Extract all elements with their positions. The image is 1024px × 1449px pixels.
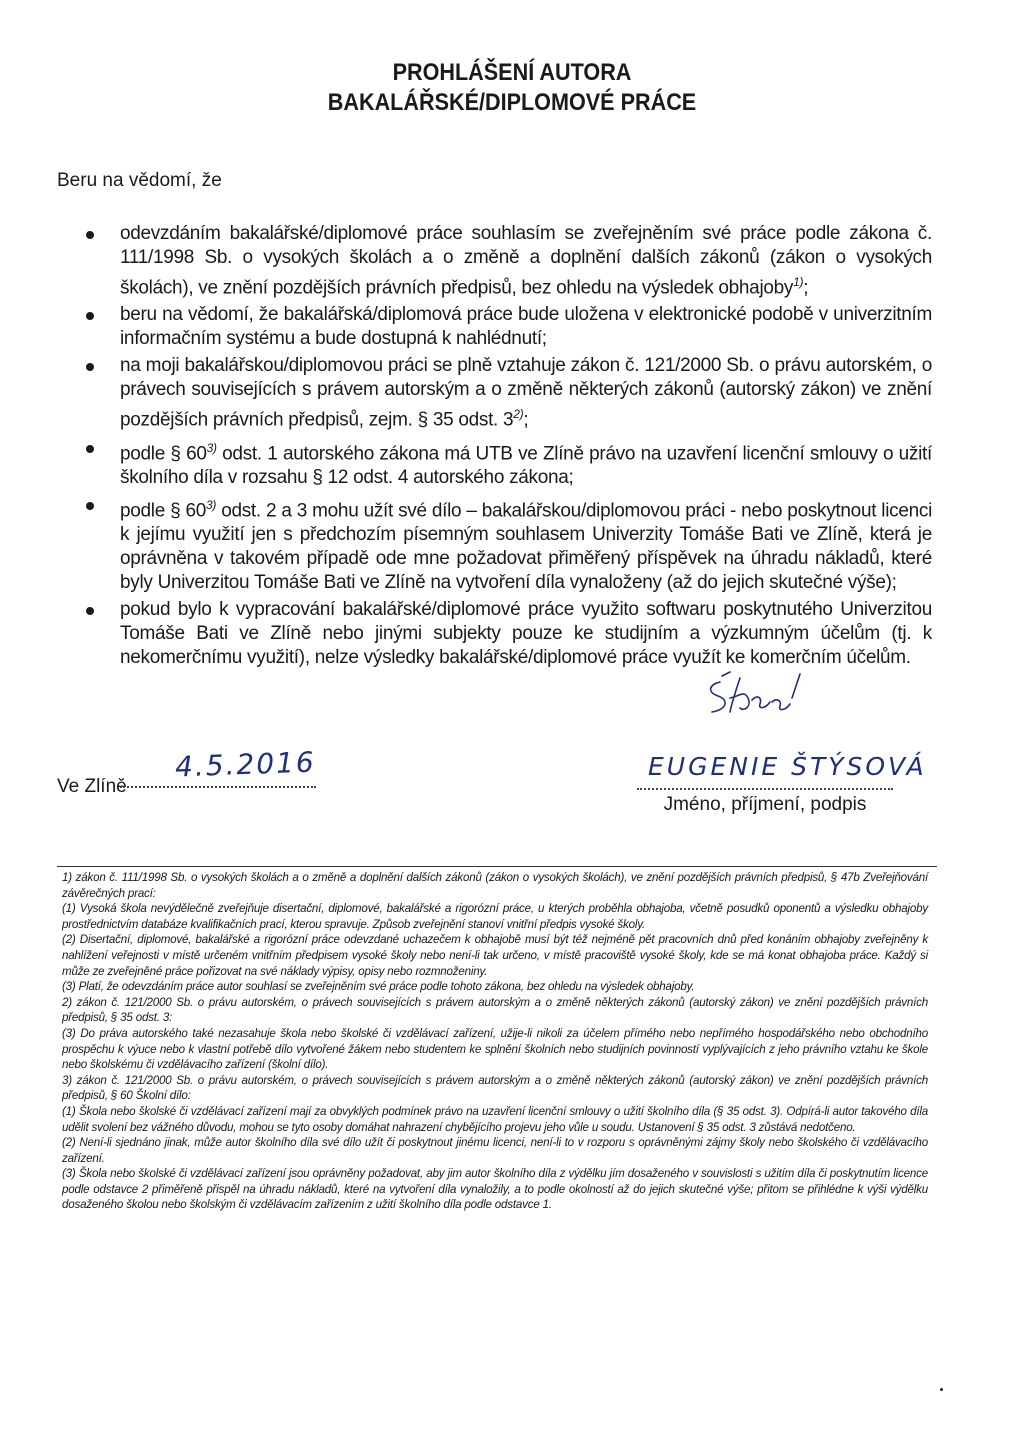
declaration-list xyxy=(84,222,932,673)
list-item: podle § 60$^{3)}$ odst. 2 a 3 mohu užít své dílo – bakalářskou/diplomovou práci - nebo poskytnout licenci k jejímu využití jen s předchozím písemným souhlasem Univerzity Tomáše Bati ve Zlíně, která je oprávněna v takovém případě ode mne požadovat přiměřený příspěvek na úhradu nákladů, které byly Univerzitou Tomáše Bati ve Zlíně na vytvoření díla vynaloženy (až do jejich skutečné výše); xyxy=(84,493,932,595)
footnote: 2) zákon č. 121/2000 Sb. o právu autorském, o právech souvisejících s právem autorským a o změně některých zákonů (autorský zákon) ve znění pozdějších právních předpisů, § 35 odst. 3: xyxy=(62,995,928,1025)
place-label: Ve Zlíně xyxy=(57,776,127,797)
footnote: (2) Není-li sjednáno jinak, může autor školního díla své dílo užít či poskytnout jinému licenci, není-li to v rozporu s oprávněnými zájmy školy nebo školského či vzdělávacího zařízení. xyxy=(62,1136,928,1165)
list-item: beru na vědomí, že bakalářská/diplomová práce bude uložena v elektronické podobě v univerzitním informačním systému a bude dostupná k nahlédnutí; xyxy=(84,303,932,351)
intro-text: Beru na vědomí, že xyxy=(57,170,222,191)
list-item: podle § 60$^{3)}$ odst. 1 autorského zákona má UTB ve Zlíně právo na uzavření licenční smlouvy o užití školního díla v rozsahu § 12 odst. 4 autorského zákona; xyxy=(84,436,932,490)
footnote: 3) zákon č. 121/2000 Sb. o právu autorském, o právech souvisejících s právem autorským a o změně některých zákonů (autorský zákon) ve znění pozdějších právních předpisů, § 60 Školní dílo: xyxy=(62,1073,928,1103)
title-line-1: PROHLÁŠENÍ AUTORA xyxy=(392,59,632,86)
date-dotted-line xyxy=(120,786,316,788)
list-item: odevzdáním bakalářské/diplomové práce souhlasím se zveřejněním své práce podle zákona č. 111/1998 Sb. o vysokých školách a o změně a doplnění dalších zákonů (zákon o vysokých školách), ve znění pozdějších právních předpisů, bez ohledu na výsledek obhajoby$^{1)}$; xyxy=(84,222,932,300)
scan-speck xyxy=(940,1388,943,1391)
footnote: (1) Vysoká škola nevýdělečně zveřejňuje disertační, diplomové, bakalářské a rigorózní práce, u kterých proběhla obhajoba, včetně posudků oponentů a výsledku obhajoby prostřednictvím databáze kvalifikačních prací, kterou spravuje. Způsob zveřejnění stanoví vnitřní předpis vysoké školy. xyxy=(62,902,928,931)
signature-dotted-line xyxy=(637,788,893,790)
document-title xyxy=(51,58,973,118)
footnote-divider xyxy=(57,866,937,867)
footnote: 1) zákon č. 111/1998 Sb. o vysokých školách a o změně a doplnění dalších zákonů (zákon o vysokých školách), ve znění pozdějších právních předpisů, § 47b Zveřejňování závěrečných prací: xyxy=(62,871,928,900)
signature-label: Jméno, příjmení, podpis xyxy=(663,794,867,815)
handwritten-date: 4.5.2016 xyxy=(174,745,317,784)
footnotes xyxy=(62,870,928,1213)
footnote: (3) Platí, že odevzdáním práce autor souhlasí se zveřejněním své práce podle tohoto zákona, bez ohledu na výsledek obhajoby. xyxy=(62,980,695,994)
handwritten-name: EUGENIE ŠTÝSOVÁ xyxy=(648,752,927,781)
footnote: (2) Disertační, diplomové, bakalářské a rigorózní práce odevzdané uchazečem k obhajobě musí být též nejméně pět pracovních dnů před konáním obhajoby zveřejněny k nahlížení veřejnosti v místě určeném vnitřním předpisem vysoké školy nebo není-li tak určeno, v místě pracoviště vysoké školy, kde se má konat obhajoba práce. Každý si může ze zveřejněné práce pořizovat na své náklady výpisy, opisy nebo rozmnoženiny. xyxy=(62,933,928,978)
footnote: (1) Škola nebo školské či vzdělávací zařízení mají za obvyklých podmínek právo na uzavření licenční smlouvy o užití školního díla (§ 35 odst. 3). Odpírá-li autor takového díla udělit svolení bez vážného důvodu, mohou se tyto osoby domáhat nahrazení chybějícího projevu jeho vůle u soudu. Ustanovení § 35 odst. 3 zůstává nedotčeno. xyxy=(62,1104,928,1134)
footnote: (3) Do práva autorského také nezasahuje škola nebo školské či vzdělávací zařízení, užije-li nikoli za účelem přímého nebo nepřímého hospodářského nebo obchodního prospěchu k výuce nebo k vlastní potřebě dílo vytvořené žákem nebo studentem ke splnění školních nebo studijních povinností vyplývajících z jeho právního vztahu ke škole nebo školskému či vzdělávacího zařízení (školní dílo). xyxy=(62,1026,928,1072)
list-item: na moji bakalářskou/diplomovou práci se plně vztahuje zákon č. 121/2000 Sb. o právu autorském, o právech souvisejících s právem autorským a o změně některých zákonů (autorský zákon) ve znění pozdějších právních předpisů, zejm. § 35 odst. 3$^{2)}$; xyxy=(84,354,932,432)
list-item: pokud bylo k vypracování bakalářské/diplomové práce využito softwaru poskytnutého Univerzitou Tomáše Bati ve Zlíně nebo jinými subjekty pouze ke studijním a výzkumným účelům (tj. k nekomerčnímu využití), nelze výsledky bakalářské/diplomové práce využít ke komerčním účelům. xyxy=(84,598,932,670)
handwritten-signature xyxy=(700,668,810,742)
footnote: (3) Škola nebo školské či vzdělávací zařízení jsou oprávněny požadovat, aby jim autor školního díla z výdělku jím dosaženého v souvislosti s užitím díla či poskytnutím licence podle odstavce 2 přiměřeně přispěl na úhradu nákladů, které na vytvoření díla vynaložily, a to podle okolností až do jejich skutečné výše; přitom se přihlédne k výši výdělku dosaženého školou nebo školským či vzdělávacím zařízením z užití školního díla podle odstavce 1. xyxy=(62,1167,928,1212)
title-line-2: BAKALÁŘSKÉ/DIPLOMOVÉ PRÁCE xyxy=(327,89,697,116)
